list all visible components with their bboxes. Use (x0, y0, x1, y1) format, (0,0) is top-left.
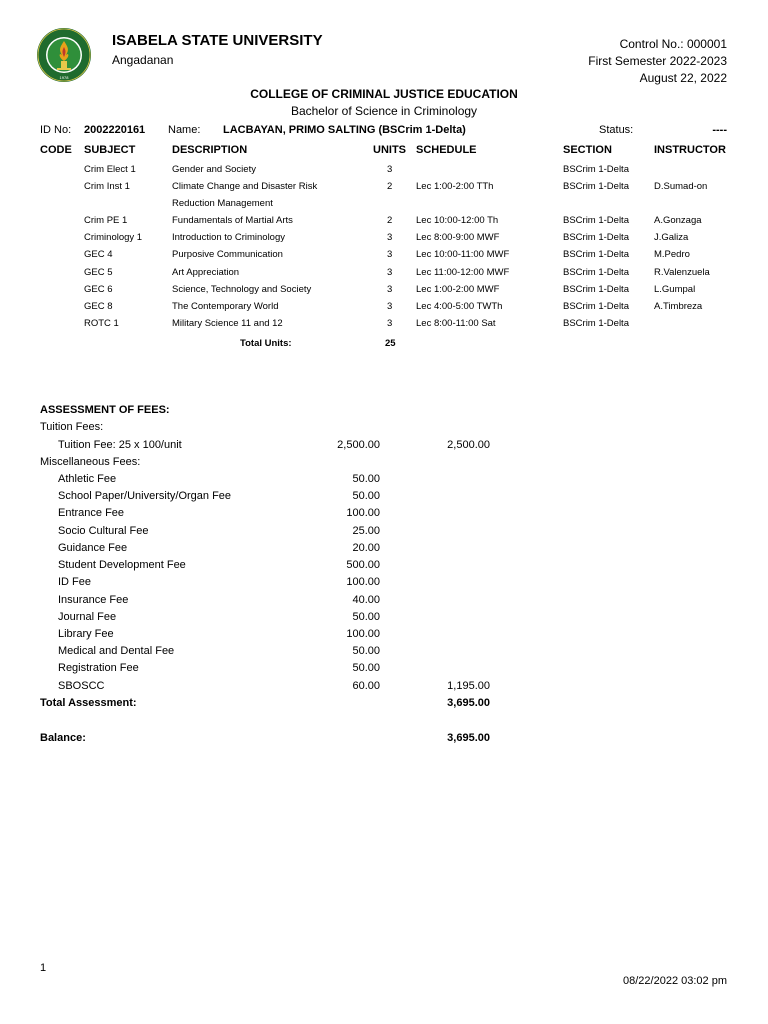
university-seal-icon (36, 27, 92, 83)
col-description: DESCRIPTION (172, 144, 248, 156)
fee-amount: 100.00 (346, 507, 380, 519)
fee-amount: 50.00 (352, 645, 380, 657)
subject-schedule: Lec 8:00-11:00 Sat (416, 318, 496, 329)
id-value: 2002220161 (84, 124, 146, 136)
subject-code: GEC 4 (84, 249, 113, 260)
misc-label: Miscellaneous Fees: (40, 456, 141, 468)
subject-schedule: Lec 10:00-12:00 Th (416, 215, 499, 226)
subject-code: GEC 6 (84, 284, 113, 295)
fee-amount: 40.00 (352, 594, 380, 606)
subject-units: 3 (387, 267, 393, 278)
col-section: SECTION (563, 144, 612, 156)
subject-code: Crim Inst 1 (84, 181, 130, 192)
subject-section: BSCrim 1-Delta (563, 164, 629, 175)
subject-schedule: Lec 8:00-9:00 MWF (416, 232, 500, 243)
name-label: Name: (168, 124, 201, 136)
fee-name: Journal Fee (58, 611, 117, 623)
col-instructor: INSTRUCTOR (654, 144, 726, 156)
subject-schedule: Lec 11:00-12:00 MWF (416, 267, 510, 278)
subject-section: BSCrim 1-Delta (563, 232, 629, 243)
subject-description: Purposive Communication (172, 249, 283, 260)
subject-instructor: D.Sumad-on (654, 181, 708, 192)
subject-description: Climate Change and Disaster Risk (172, 181, 318, 192)
subject-units: 3 (387, 232, 393, 243)
subject-instructor: A.Gonzaga (654, 215, 702, 226)
subject-schedule: Lec 1:00-2:00 TTh (416, 181, 494, 192)
col-schedule: SCHEDULE (416, 144, 477, 156)
subject-section: BSCrim 1-Delta (563, 249, 629, 260)
page-number: 1 (40, 962, 47, 974)
subject-section: BSCrim 1-Delta (563, 181, 629, 192)
subject-units: 2 (387, 215, 393, 226)
fee-amount: 50.00 (352, 611, 380, 623)
campus-name: Angadanan (112, 53, 174, 67)
subject-description: Science, Technology and Society (172, 284, 312, 295)
fee-amount: 50.00 (352, 490, 380, 502)
subject-code: GEC 5 (84, 267, 113, 278)
subject-description: The Contemporary World (172, 301, 279, 312)
fee-amount: 100.00 (346, 628, 380, 640)
tuition-item: Tuition Fee: 25 x 100/unit (58, 439, 182, 451)
total-units-value: 25 (385, 338, 396, 349)
subject-section: BSCrim 1-Delta (563, 284, 629, 295)
semester: First Semester 2022-2023 (588, 54, 727, 68)
tuition-total: 2,500.00 (447, 439, 490, 451)
fee-name: Medical and Dental Fee (58, 645, 175, 657)
status-value: ---- (712, 124, 727, 136)
subject-description: Art Appreciation (172, 267, 240, 278)
subject-code: Crim PE 1 (84, 215, 128, 226)
name-value: LACBAYAN, PRIMO SALTING (BSCrim 1-Delta) (223, 124, 466, 136)
subject-section: BSCrim 1-Delta (563, 215, 629, 226)
subject-instructor: R.Valenzuela (654, 267, 710, 278)
fee-name: Registration Fee (58, 662, 139, 674)
subject-section: BSCrim 1-Delta (563, 318, 629, 329)
fee-amount: 25.00 (352, 525, 380, 537)
control-number: Control No.: 000001 (619, 37, 727, 51)
balance-value: 3,695.00 (447, 732, 490, 744)
subject-instructor: J.Galiza (654, 232, 689, 243)
balance-label: Balance: (40, 732, 86, 744)
col-subject: SUBJECT (84, 144, 136, 156)
fee-amount: 50.00 (352, 662, 380, 674)
subject-description: Gender and Society (172, 164, 256, 175)
subject-units: 2 (387, 181, 393, 192)
assessment-title: ASSESSMENT OF FEES: (40, 404, 170, 416)
fee-name: Entrance Fee (58, 507, 125, 519)
fee-amount: 20.00 (352, 542, 380, 554)
id-label: ID No: (40, 124, 72, 136)
control-block (588, 36, 727, 87)
fee-name: School Paper/University/Organ Fee (58, 490, 232, 502)
fee-amount: 500.00 (346, 559, 380, 571)
fee-name: SBOSCC (58, 680, 105, 692)
subject-units: 3 (387, 301, 393, 312)
fee-name: Guidance Fee (58, 542, 128, 554)
subject-description: Fundamentals of Martial Arts (172, 215, 293, 226)
subject-units: 3 (387, 318, 393, 329)
fee-amount: 100.00 (346, 576, 380, 588)
subject-code: GEC 8 (84, 301, 113, 312)
subject-units: 3 (387, 249, 393, 260)
subject-schedule: Lec 4:00-5:00 TWTh (416, 301, 503, 312)
fee-name: Library Fee (58, 628, 114, 640)
total-units-label: Total Units: (240, 338, 292, 349)
fee-name: ID Fee (58, 576, 92, 588)
col-code: CODE (40, 144, 72, 156)
fee-amount: 50.00 (352, 473, 380, 485)
col-units: UNITS (373, 144, 406, 156)
svg-text:1978: 1978 (59, 75, 69, 80)
college-title: COLLEGE OF CRIMINAL JUSTICE EDUCATION (250, 87, 518, 101)
program-title: Bachelor of Science in Criminology (290, 104, 478, 118)
fee-amount: 60.00 (352, 680, 380, 692)
fee-name: Socio Cultural Fee (58, 525, 149, 537)
misc-total: 1,195.00 (447, 680, 490, 692)
subject-section: BSCrim 1-Delta (563, 301, 629, 312)
subject-code: Crim Elect 1 (84, 164, 136, 175)
subject-schedule: Lec 1:00-2:00 MWF (416, 284, 500, 295)
subject-instructor: M.Pedro (654, 249, 690, 260)
subject-units: 3 (387, 284, 393, 295)
fee-name: Athletic Fee (58, 473, 117, 485)
tuition-amount: 2,500.00 (337, 439, 380, 451)
subject-instructor: A.Timbreza (654, 301, 703, 312)
fee-name: Insurance Fee (58, 594, 129, 606)
subject-code: ROTC 1 (84, 318, 119, 329)
print-timestamp: 08/22/2022 03:02 pm (623, 975, 727, 987)
subject-code: Criminology 1 (84, 232, 143, 243)
total-assessment-value: 3,695.00 (447, 697, 490, 709)
subject-schedule: Lec 10:00-11:00 MWF (416, 249, 510, 260)
subject-description: Military Science 11 and 12 (172, 318, 283, 329)
subject-description-cont: Reduction Management (172, 198, 273, 209)
status-label: Status: (599, 124, 634, 136)
fee-name: Student Development Fee (58, 559, 186, 571)
subject-section: BSCrim 1-Delta (563, 267, 629, 278)
tuition-label: Tuition Fees: (40, 421, 104, 433)
subject-instructor: L.Gumpal (654, 284, 696, 295)
total-assessment-label: Total Assessment: (40, 697, 137, 709)
subject-units: 3 (387, 164, 393, 175)
subject-description: Introduction to Criminology (172, 232, 285, 243)
university-name: ISABELA STATE UNIVERSITY (112, 32, 323, 49)
document-date: August 22, 2022 (639, 71, 727, 85)
